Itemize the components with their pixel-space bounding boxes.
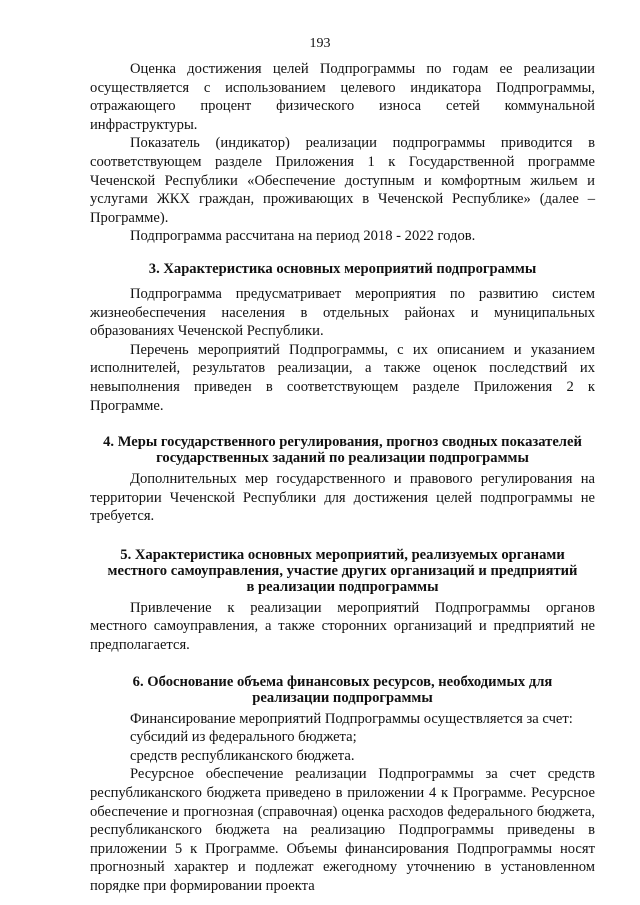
paragraph: Подпрограмма предусматривает мероприятия по развитию систем жизнеобеспечения населения в отдельных районах и муниципальных образованиях Чеченской Республики. [90,285,595,340]
section-5-heading [90,547,595,595]
heading-line: 6. Обоснование объема финансовых ресурсов, необходимых для [132,673,553,690]
heading-line: 4. Меры государственного регулирования, прогноз сводных показателей [103,434,582,451]
list-item: средств республиканского бюджета. [130,747,355,764]
heading-line: 5. Характеристика основных мероприятий, реализуемых органами [120,546,565,563]
heading-line: в реализации подпрограммы [246,578,439,595]
section-4-heading [90,434,595,466]
paragraph: Показатель (индикатор) реализации подпрограммы приводится в соответствующем разделе Приложения 1 к Государственной программе Чеченской Республики «Обеспечение доступным и комфортным жильем и услугами ЖКХ граждан, проживающих в Чеченской Республике» (далее – Программе). [90,135,595,226]
list-item: субсидий из федерального бюджета; [130,729,357,746]
page-number: 193 [309,36,331,51]
paragraph: Финансирование мероприятий Подпрограммы осуществляется за счет: [130,710,573,727]
paragraph: Перечень мероприятий Подпрограммы, с их описанием и указанием исполнителей, результатов реализации, а также оценок последствий их невыполнения приведен в соответствующем разделе Приложения 2 к Программе. [90,341,595,414]
document-body [90,60,595,896]
paragraph: Ресурсное обеспечение реализации Подпрограммы за счет средств республиканского бюджета приведено в приложении 4 к Программе. Ресурсное обеспечение и прогнозная (справочная) оценка расходов федерального бюджета, республиканского бюджета на реализацию Подпрограммы приведены в приложении 5 к Программе. Объемы финансирования Подпрограммы носят прогнозный характер и подлежат ежегодному уточнению в установленном порядке при формировании проекта [90,766,595,894]
section-6-heading [90,674,595,706]
paragraph: Привлечение к реализации мероприятий Подпрограммы органов местного самоуправления, а также сторонних организаций и предприятий не предполагается. [90,599,595,654]
heading-line: местного самоуправления, участие других организаций и предприятий [107,562,578,579]
heading-line: государственных заданий по реализации подпрограммы [156,450,529,467]
heading-line: реализации подпрограммы [252,689,433,706]
paragraph: Подпрограмма рассчитана на период 2018 - 2022 годов. [130,228,476,245]
paragraph: Оценка достижения целей Подпрограммы по годам ее реализации осуществляется с использованием целевого индикатора Подпрограммы, отражающего процент физического износа сетей коммунальной инфраструктуры. [90,61,595,133]
paragraph: Дополнительных мер государственного и правового регулирования на территории Чеченской Республики для достижения целей подпрограммы не требуется. [90,471,595,525]
section-3-heading: 3. Характеристика основных мероприятий подпрограммы [148,260,537,277]
